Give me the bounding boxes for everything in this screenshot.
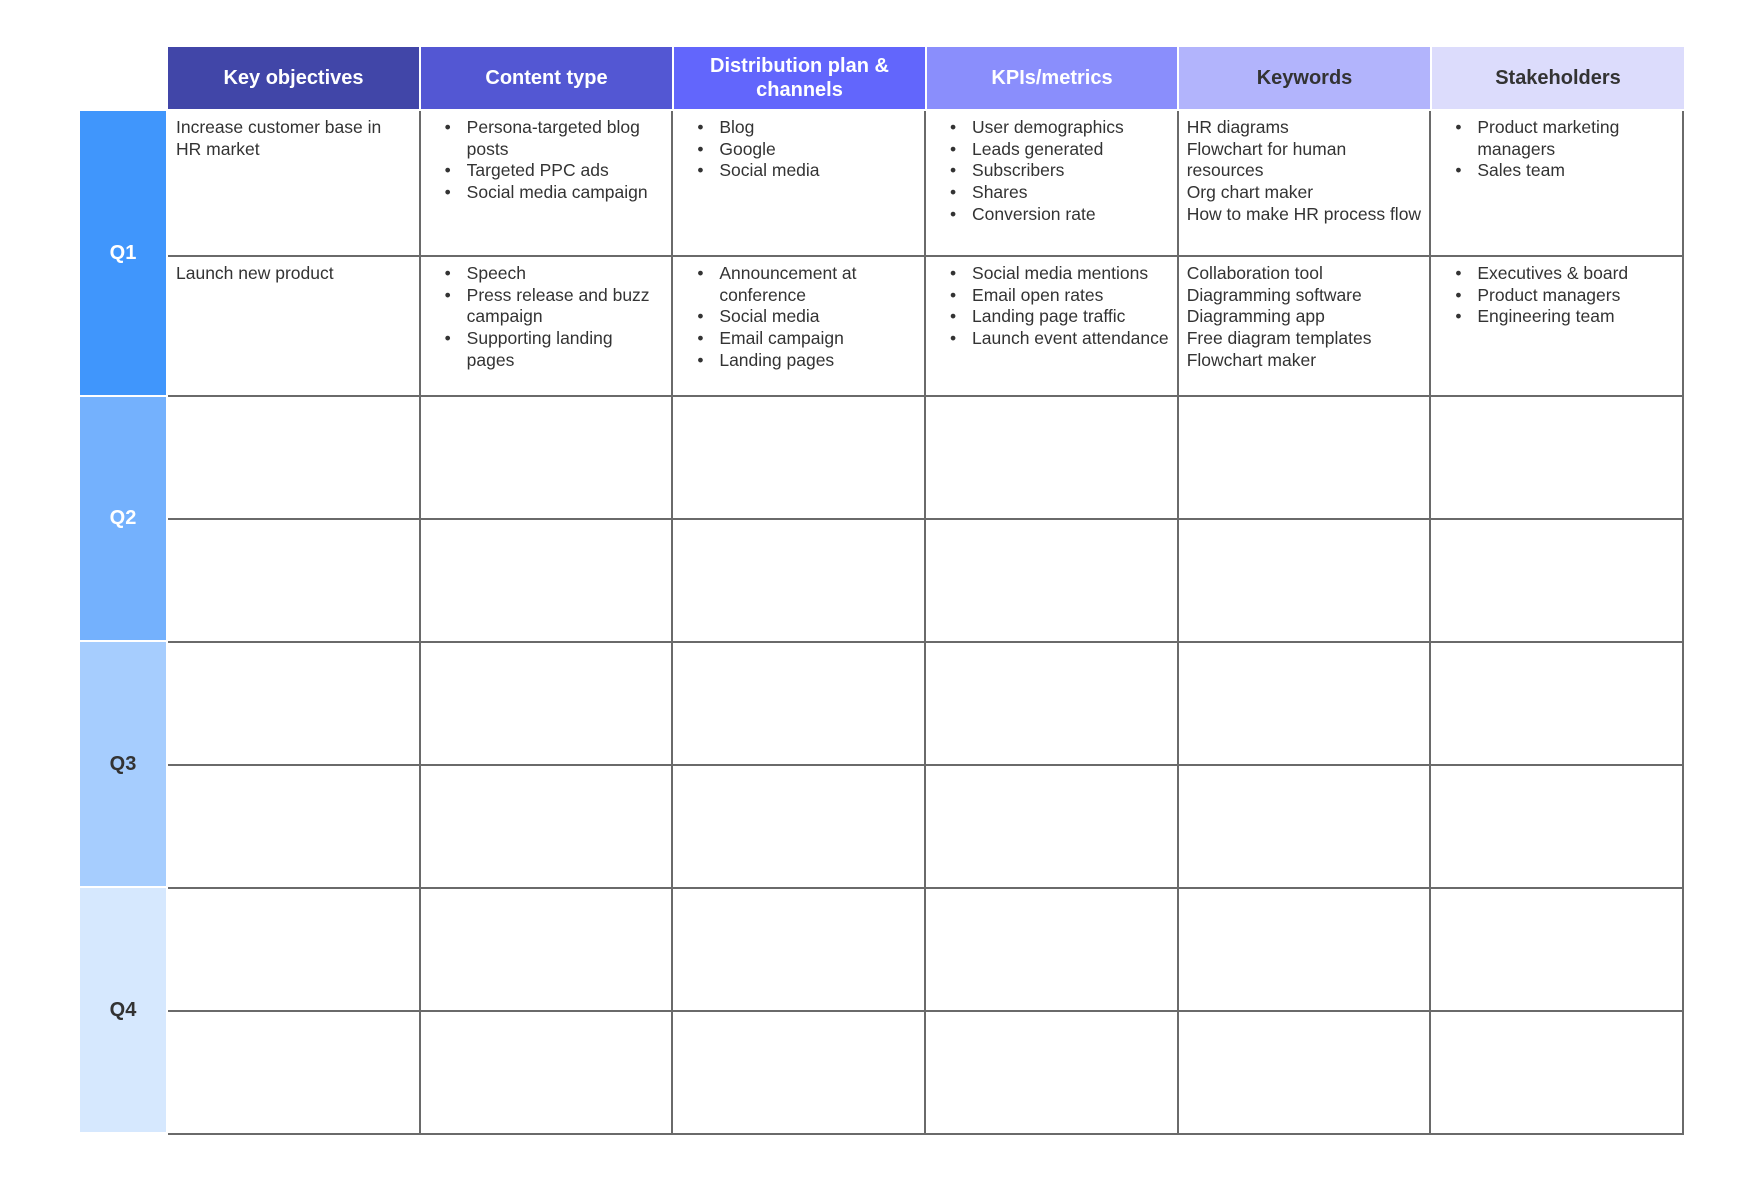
cell-keywords[interactable] xyxy=(1179,257,1432,395)
cell-content-type[interactable] xyxy=(421,257,674,395)
list-item: • Product managers xyxy=(1459,285,1674,307)
empty-cell[interactable] xyxy=(673,397,926,518)
list-item: • Leads generated xyxy=(954,139,1169,161)
table-row-empty xyxy=(168,766,1684,889)
cell-objective[interactable] xyxy=(168,257,421,395)
list-item: • Landing page traffic xyxy=(954,306,1169,328)
empty-cell[interactable] xyxy=(421,520,674,641)
distribution-list xyxy=(681,263,916,372)
keyword: Flowchart maker xyxy=(1186,349,1317,370)
empty-cell[interactable] xyxy=(926,1012,1179,1133)
list-item: • Engineering team xyxy=(1459,306,1674,328)
empty-cell[interactable] xyxy=(1431,889,1684,1010)
empty-cell[interactable] xyxy=(1179,889,1432,1010)
list-item: • Social media mentions xyxy=(954,263,1169,285)
list-item: • User demographics xyxy=(954,117,1169,139)
keyword: Flowchart for human resources xyxy=(1186,138,1347,181)
list-item: • Landing pages xyxy=(701,350,916,372)
column-header-content-type: Content type xyxy=(421,47,672,109)
quarter-text: Q2 xyxy=(109,507,137,529)
quarter-label-q4 xyxy=(80,888,166,1132)
list-item: • Press release and buzz campaign xyxy=(449,285,664,328)
empty-cell[interactable] xyxy=(168,643,421,764)
cell-kpis[interactable] xyxy=(926,257,1179,395)
column-header-key-objectives: Key objectives xyxy=(168,47,419,109)
column-header-stakeholders: Stakeholders xyxy=(1432,47,1684,109)
list-item: • Social media campaign xyxy=(449,182,664,204)
empty-cell[interactable] xyxy=(1431,397,1684,518)
keyword: Collaboration tool xyxy=(1186,263,1323,283)
empty-cell[interactable] xyxy=(168,397,421,518)
list-item: • Social media xyxy=(701,160,916,182)
empty-cell[interactable] xyxy=(673,766,926,887)
empty-cell[interactable] xyxy=(1179,397,1432,518)
stakeholder-list xyxy=(1439,263,1674,328)
cell-kpis[interactable] xyxy=(926,111,1179,255)
list-item: • Blog xyxy=(701,117,916,139)
empty-cell[interactable] xyxy=(1431,520,1684,641)
list-item: • Executives & board xyxy=(1459,263,1674,285)
keyword: How to make HR process flow xyxy=(1186,203,1422,224)
stakeholder-list xyxy=(1439,117,1674,182)
keyword: HR diagrams xyxy=(1186,117,1289,137)
empty-cell[interactable] xyxy=(421,889,674,1010)
empty-cell[interactable] xyxy=(926,766,1179,887)
table-row-empty xyxy=(168,889,1684,1012)
empty-cell[interactable] xyxy=(673,1012,926,1133)
quarter-text: Q4 xyxy=(109,998,137,1021)
list-item: • Email campaign xyxy=(701,328,916,350)
list-item: • Google xyxy=(701,139,916,161)
list-item: • Supporting landing pages xyxy=(449,328,664,371)
quarter-text: Q3 xyxy=(109,752,137,775)
cell-distribution[interactable] xyxy=(673,257,926,395)
keyword: Diagramming app xyxy=(1186,306,1325,327)
empty-cell[interactable] xyxy=(673,520,926,641)
cell-distribution[interactable] xyxy=(673,111,926,255)
table-row-empty xyxy=(168,1012,1684,1135)
quarter-label-q3 xyxy=(80,642,166,886)
distribution-list xyxy=(681,117,916,182)
empty-cell[interactable] xyxy=(1431,1012,1684,1133)
list-item: • Conversion rate xyxy=(954,204,1169,226)
list-item: • Speech xyxy=(449,263,664,285)
empty-cell[interactable] xyxy=(168,1012,421,1133)
list-item: • Email open rates xyxy=(954,285,1169,307)
quarter-text: Q1 xyxy=(109,241,137,264)
cell-objective[interactable] xyxy=(168,111,421,255)
objective-text: Increase customer base in HR market xyxy=(176,117,382,159)
column-header-keywords: Keywords xyxy=(1179,47,1430,109)
empty-cell[interactable] xyxy=(421,1012,674,1133)
empty-cell[interactable] xyxy=(926,889,1179,1010)
empty-cell[interactable] xyxy=(926,397,1179,518)
keyword: Org chart maker xyxy=(1186,182,1314,203)
empty-cell[interactable] xyxy=(168,766,421,887)
keyword: Diagramming software xyxy=(1186,284,1362,305)
empty-cell[interactable] xyxy=(168,889,421,1010)
keyword: Free diagram templates xyxy=(1186,328,1372,349)
empty-cell[interactable] xyxy=(1179,643,1432,764)
empty-cell[interactable] xyxy=(421,643,674,764)
kpi-list xyxy=(934,117,1169,226)
column-header-distribution: Distribution plan & channels xyxy=(674,47,925,109)
quarter-label-q1 xyxy=(80,111,166,395)
list-item: • Sales team xyxy=(1459,160,1674,182)
empty-cell[interactable] xyxy=(926,520,1179,641)
empty-cell[interactable] xyxy=(421,397,674,518)
quarter-label-q2 xyxy=(80,397,166,640)
empty-cell[interactable] xyxy=(673,889,926,1010)
empty-cell[interactable] xyxy=(168,520,421,641)
column-header-kpis: KPIs/metrics xyxy=(927,47,1177,109)
kpi-list xyxy=(934,263,1169,350)
objective-text: Launch new product xyxy=(176,263,334,283)
list-item: • Persona-targeted blog posts xyxy=(449,117,664,160)
empty-cell[interactable] xyxy=(1179,1012,1432,1133)
cell-keywords[interactable] xyxy=(1179,111,1432,255)
cell-stakeholders[interactable] xyxy=(1431,111,1684,255)
empty-cell[interactable] xyxy=(926,643,1179,764)
table-row-empty xyxy=(168,520,1684,643)
content-type-list xyxy=(429,117,664,204)
list-item: • Launch event attendance xyxy=(954,328,1169,350)
list-item: • Subscribers xyxy=(954,160,1169,182)
table-row-empty xyxy=(168,397,1684,520)
list-item: • Targeted PPC ads xyxy=(449,160,664,182)
cell-content-type[interactable] xyxy=(421,111,674,255)
empty-cell[interactable] xyxy=(1179,520,1432,641)
list-item: • Announcement at conference xyxy=(701,263,916,306)
empty-cell[interactable] xyxy=(1179,766,1432,887)
table-row-empty xyxy=(168,643,1684,766)
empty-cell[interactable] xyxy=(421,766,674,887)
table-row xyxy=(168,111,1684,257)
empty-cell[interactable] xyxy=(1431,643,1684,764)
content-type-list xyxy=(429,263,664,372)
list-item: • Social media xyxy=(701,306,916,328)
list-item: • Product marketing managers xyxy=(1459,117,1674,160)
table-row xyxy=(168,257,1684,397)
list-item: • Shares xyxy=(954,182,1169,204)
empty-cell[interactable] xyxy=(673,643,926,764)
cell-stakeholders[interactable] xyxy=(1431,257,1684,395)
empty-cell[interactable] xyxy=(1431,766,1684,887)
